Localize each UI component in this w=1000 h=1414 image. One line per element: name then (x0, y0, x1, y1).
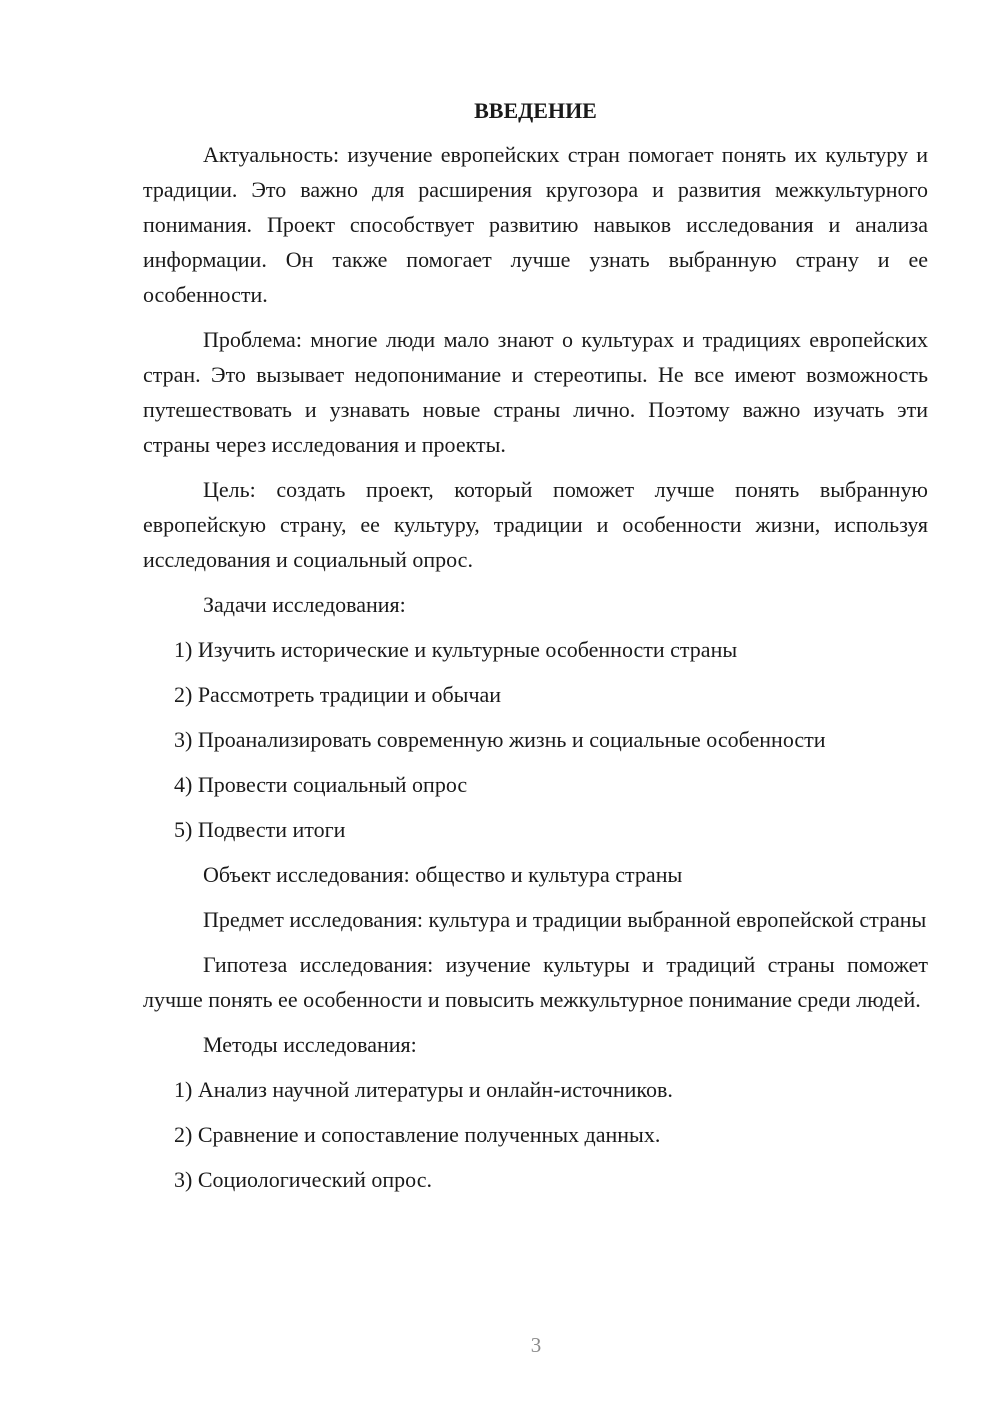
document-page (143, 96, 928, 1207)
list-item: 2) Сравнение и сопоставление полученных данных. (174, 1122, 661, 1147)
hypothesis-paragraph: Гипотеза исследования: изучение культуры и традиций страны поможет лучше понять ее особенности и повысить межкультурное понимание среди людей. (143, 952, 928, 1012)
problem-paragraph: Проблема: многие люди мало знают о культурах и традициях европейских стран. Это вызывает недопонимание и стереотипы. Не все имеют возможность путешествовать и узнавать новые страны лично. Поэтому важно изучать эти страны через исследования и проекты. (143, 327, 928, 457)
list-item: 1) Анализ научной литературы и онлайн-источников. (174, 1077, 673, 1102)
list-item: 5) Подвести итоги (174, 817, 346, 842)
tasks-list (143, 632, 928, 847)
goal-paragraph: Цель: создать проект, который поможет лучше понять выбранную европейскую страну, ее культуру, традиции и особенности жизни, используя исследования и социальный опрос. (143, 477, 928, 572)
list-item: 3) Проанализировать современную жизнь и социальные особенности (174, 727, 826, 752)
subject-paragraph: Предмет исследования: культура и традиции выбранной европейской страны (203, 907, 927, 932)
object-paragraph: Объект исследования: общество и культура страны (203, 862, 683, 887)
list-item: 1) Изучить исторические и культурные особенности страны (174, 637, 738, 662)
tasks-heading: Задачи исследования: (203, 592, 406, 617)
page-number: 3 (530, 1333, 542, 1357)
list-item: 3) Социологический опрос. (174, 1167, 432, 1192)
list-item: 4) Провести социальный опрос (174, 772, 468, 797)
relevance-paragraph: Актуальность: изучение европейских стран помогает понять их культуру и традиции. Это важно для расширения кругозора и развития межкультурного понимания. Проект способствует развитию навыков исследования и анализа информации. Он также помогает лучше узнать выбранную страну и ее особенности. (143, 142, 928, 307)
document-title: ВВЕДЕНИЕ (474, 98, 597, 123)
methods-list (143, 1072, 928, 1197)
methods-heading: Методы исследования: (203, 1032, 417, 1057)
list-item: 2) Рассмотреть традиции и обычаи (174, 682, 502, 707)
